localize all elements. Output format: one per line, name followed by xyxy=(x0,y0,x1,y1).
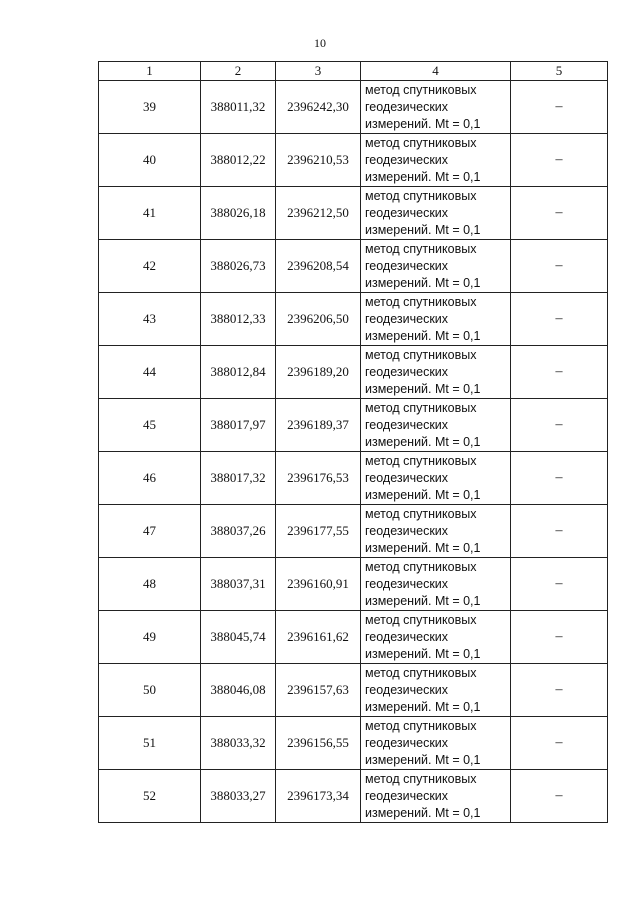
method-cell xyxy=(361,134,511,187)
note-cell: – xyxy=(511,81,608,134)
header-col-3: 3 xyxy=(276,62,361,81)
point-number-cell: 49 xyxy=(99,611,201,664)
table-row xyxy=(99,399,608,452)
coord-x-cell: 388037,31 xyxy=(201,558,276,611)
method-line: метод спутниковых xyxy=(365,82,477,97)
header-col-2: 2 xyxy=(201,62,276,81)
method-line: геодезических xyxy=(365,470,449,485)
coord-y-cell: 2396156,55 xyxy=(276,717,361,770)
point-number-cell: 41 xyxy=(99,187,201,240)
note-cell: – xyxy=(511,346,608,399)
point-number-cell: 52 xyxy=(99,770,201,823)
coord-y-cell: 2396173,34 xyxy=(276,770,361,823)
method-line: геодезических xyxy=(365,788,449,803)
coordinates-table xyxy=(98,61,608,823)
method-line: метод спутниковых xyxy=(365,135,477,150)
coord-y-cell: 2396177,55 xyxy=(276,505,361,558)
method-line: метод спутниковых xyxy=(365,453,477,468)
table-row xyxy=(99,611,608,664)
coord-x-cell: 388026,73 xyxy=(201,240,276,293)
method-cell xyxy=(361,505,511,558)
method-cell xyxy=(361,452,511,505)
method-line: измерений. Mt = 0,1 xyxy=(365,540,481,555)
table-header xyxy=(99,62,608,81)
method-line: измерений. Mt = 0,1 xyxy=(365,169,481,184)
method-line: метод спутниковых xyxy=(365,241,477,256)
point-number-cell: 50 xyxy=(99,664,201,717)
coord-x-cell: 388037,26 xyxy=(201,505,276,558)
method-line: измерений. Mt = 0,1 xyxy=(365,593,481,608)
coord-x-cell: 388011,32 xyxy=(201,81,276,134)
method-line: геодезических xyxy=(365,523,449,538)
coord-y-cell: 2396189,37 xyxy=(276,399,361,452)
method-cell xyxy=(361,717,511,770)
coord-x-cell: 388033,27 xyxy=(201,770,276,823)
point-number-cell: 44 xyxy=(99,346,201,399)
table-row xyxy=(99,187,608,240)
method-cell xyxy=(361,240,511,293)
method-line: геодезических xyxy=(365,99,449,114)
note-cell: – xyxy=(511,134,608,187)
coord-y-cell: 2396157,63 xyxy=(276,664,361,717)
method-line: геодезических xyxy=(365,576,449,591)
method-line: измерений. Mt = 0,1 xyxy=(365,646,481,661)
method-cell xyxy=(361,558,511,611)
table-row xyxy=(99,558,608,611)
note-cell: – xyxy=(511,611,608,664)
note-cell: – xyxy=(511,240,608,293)
method-line: геодезических xyxy=(365,311,449,326)
method-line: метод спутниковых xyxy=(365,506,477,521)
table-row xyxy=(99,505,608,558)
method-line: метод спутниковых xyxy=(365,559,477,574)
coord-x-cell: 388012,33 xyxy=(201,293,276,346)
method-line: геодезических xyxy=(365,205,449,220)
note-cell: – xyxy=(511,399,608,452)
table-row xyxy=(99,717,608,770)
method-line: измерений. Mt = 0,1 xyxy=(365,381,481,396)
method-line: геодезических xyxy=(365,258,449,273)
coord-y-cell: 2396161,62 xyxy=(276,611,361,664)
method-line: метод спутниковых xyxy=(365,347,477,362)
point-number-cell: 45 xyxy=(99,399,201,452)
table-row xyxy=(99,81,608,134)
coord-y-cell: 2396242,30 xyxy=(276,81,361,134)
point-number-cell: 43 xyxy=(99,293,201,346)
point-number-cell: 39 xyxy=(99,81,201,134)
method-line: геодезических xyxy=(365,735,449,750)
point-number-cell: 46 xyxy=(99,452,201,505)
table-row xyxy=(99,293,608,346)
point-number-cell: 48 xyxy=(99,558,201,611)
method-line: метод спутниковых xyxy=(365,612,477,627)
note-cell: – xyxy=(511,664,608,717)
coord-y-cell: 2396210,53 xyxy=(276,134,361,187)
note-cell: – xyxy=(511,505,608,558)
method-line: геодезических xyxy=(365,152,449,167)
coord-x-cell: 388017,32 xyxy=(201,452,276,505)
coord-y-cell: 2396212,50 xyxy=(276,187,361,240)
method-cell xyxy=(361,293,511,346)
method-cell xyxy=(361,664,511,717)
method-line: геодезических xyxy=(365,629,449,644)
coord-x-cell: 388012,84 xyxy=(201,346,276,399)
method-line: метод спутниковых xyxy=(365,718,477,733)
table-body xyxy=(99,81,608,823)
method-line: геодезических xyxy=(365,682,449,697)
point-number-cell: 40 xyxy=(99,134,201,187)
method-line: измерений. Mt = 0,1 xyxy=(365,434,481,449)
table-row xyxy=(99,664,608,717)
coord-y-cell: 2396208,54 xyxy=(276,240,361,293)
table-row xyxy=(99,770,608,823)
method-line: метод спутниковых xyxy=(365,665,477,680)
table-row xyxy=(99,134,608,187)
method-line: измерений. Mt = 0,1 xyxy=(365,116,481,131)
method-line: измерений. Mt = 0,1 xyxy=(365,699,481,714)
point-number-cell: 42 xyxy=(99,240,201,293)
method-line: измерений. Mt = 0,1 xyxy=(365,487,481,502)
coord-x-cell: 388026,18 xyxy=(201,187,276,240)
method-cell xyxy=(361,399,511,452)
note-cell: – xyxy=(511,452,608,505)
coord-y-cell: 2396206,50 xyxy=(276,293,361,346)
method-line: метод спутниковых xyxy=(365,294,477,309)
method-cell xyxy=(361,346,511,399)
note-cell: – xyxy=(511,770,608,823)
coord-y-cell: 2396189,20 xyxy=(276,346,361,399)
method-line: измерений. Mt = 0,1 xyxy=(365,222,481,237)
table-row xyxy=(99,452,608,505)
page-number: 10 xyxy=(314,36,326,50)
note-cell: – xyxy=(511,717,608,770)
method-line: измерений. Mt = 0,1 xyxy=(365,805,481,820)
method-line: метод спутниковых xyxy=(365,771,477,786)
header-col-5: 5 xyxy=(511,62,608,81)
method-cell xyxy=(361,770,511,823)
method-line: геодезических xyxy=(365,364,449,379)
method-line: измерений. Mt = 0,1 xyxy=(365,275,481,290)
coord-x-cell: 388017,97 xyxy=(201,399,276,452)
note-cell: – xyxy=(511,558,608,611)
coord-y-cell: 2396176,53 xyxy=(276,452,361,505)
header-row xyxy=(99,62,608,81)
coord-x-cell: 388012,22 xyxy=(201,134,276,187)
method-cell xyxy=(361,81,511,134)
method-line: метод спутниковых xyxy=(365,188,477,203)
coord-y-cell: 2396160,91 xyxy=(276,558,361,611)
coord-x-cell: 388045,74 xyxy=(201,611,276,664)
note-cell: – xyxy=(511,187,608,240)
method-cell xyxy=(361,187,511,240)
coord-x-cell: 388046,08 xyxy=(201,664,276,717)
coord-x-cell: 388033,32 xyxy=(201,717,276,770)
method-line: геодезических xyxy=(365,417,449,432)
note-cell: – xyxy=(511,293,608,346)
header-col-1: 1 xyxy=(99,62,201,81)
table-row xyxy=(99,346,608,399)
method-line: метод спутниковых xyxy=(365,400,477,415)
method-line: измерений. Mt = 0,1 xyxy=(365,328,481,343)
point-number-cell: 47 xyxy=(99,505,201,558)
method-line: измерений. Mt = 0,1 xyxy=(365,752,481,767)
header-col-4: 4 xyxy=(361,62,511,81)
method-cell xyxy=(361,611,511,664)
point-number-cell: 51 xyxy=(99,717,201,770)
table-row xyxy=(99,240,608,293)
